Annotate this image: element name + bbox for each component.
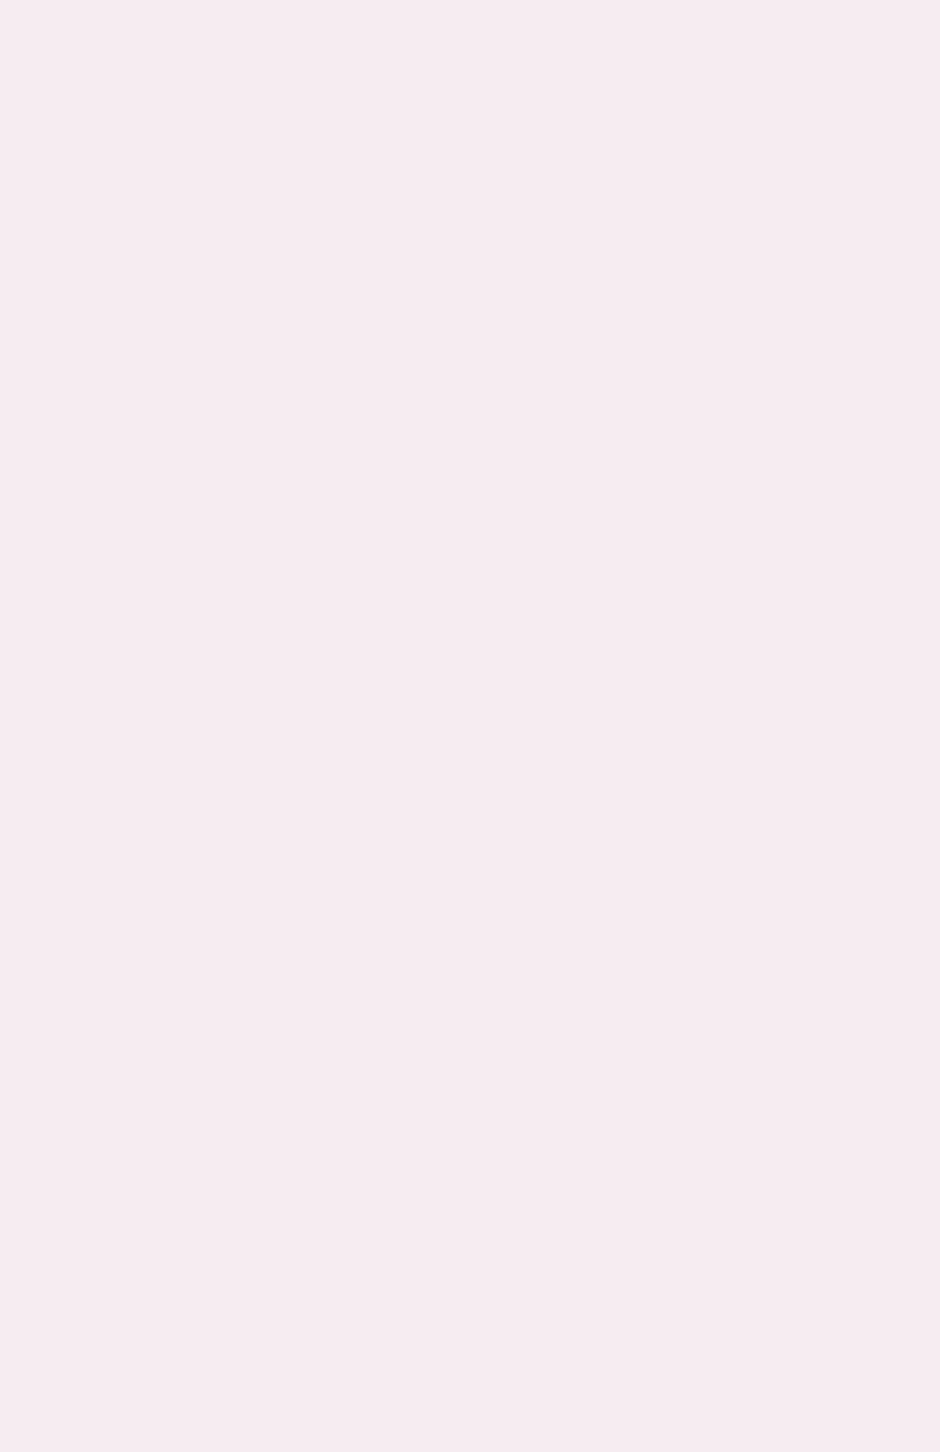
top-eight-strip	[0, 0, 940, 280]
